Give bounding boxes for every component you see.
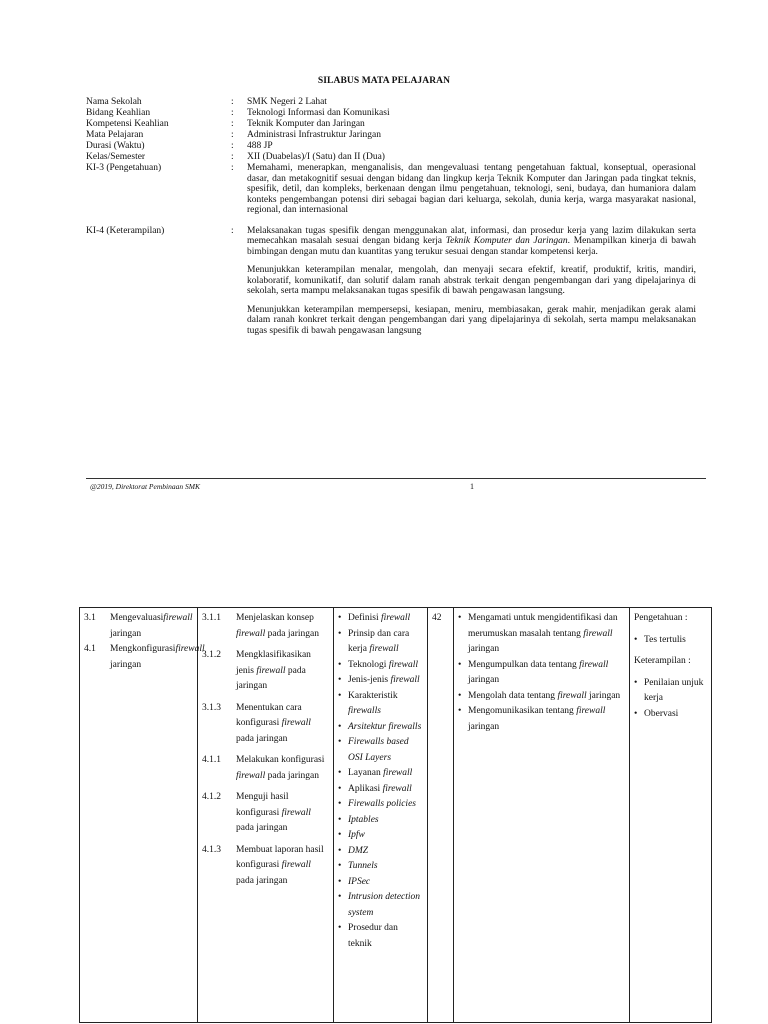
- materi-item: • Karakteristik firewalls: [338, 689, 423, 720]
- indikator-text: Menjelaskan konsep firewall pada jaringan: [236, 613, 320, 639]
- ki4-paragraph-3: Menunjukkan keterampilan mempersepsi, kesiapan, meniru, membiasakan, gerak mahir, menjadikan gerak alami dalam ranah konkret terkait dengan pengembangan dari yang dipelajarinya di sekolah, serta mampu melaksanakan tugas spesifik di bawah pengawasan langsung: [247, 304, 696, 336]
- indikator-cell: [198, 608, 334, 1023]
- ki3-label: KI-3 (Pengetahuan): [86, 163, 162, 173]
- info-row: [86, 119, 696, 130]
- info-value: Teknik Komputer dan Jaringan: [247, 119, 365, 129]
- indikator-number: 3.1.1: [202, 613, 221, 623]
- materi-cell: [334, 608, 428, 1023]
- indikator-number: 4.1.1: [202, 755, 221, 765]
- footer-copyright: @2019, Direktorat Pembinaan SMK: [90, 482, 200, 491]
- identity-block: [86, 97, 696, 345]
- info-row: [86, 130, 696, 141]
- keterampilan-heading: Keterampilan :: [634, 656, 691, 666]
- penilaian-item: • Penilaian unjuk kerja: [634, 676, 707, 707]
- info-label: Durasi (Waktu): [86, 141, 145, 151]
- kegiatan-item: • Mengolah data tentang firewall jaringan: [458, 689, 625, 705]
- info-value: Administrasi Infrastruktur Jaringan: [247, 130, 382, 140]
- materi-item: • Arsitektur firewalls: [338, 720, 423, 736]
- info-label: Nama Sekolah: [86, 97, 142, 107]
- ki3-colon: :: [231, 163, 234, 173]
- indikator-item: [202, 611, 329, 642]
- alokasi-cell: [428, 608, 454, 1023]
- pengetahuan-heading: Pengetahuan :: [634, 613, 688, 623]
- info-row: [86, 141, 696, 152]
- info-colon: :: [231, 119, 234, 129]
- indikator-number: 4.1.2: [202, 792, 221, 802]
- penilaian-item: • Tes tertulis: [634, 633, 707, 649]
- indikator-number: 3.1.2: [202, 650, 221, 660]
- ki4-colon: :: [231, 225, 234, 236]
- document-title: SILABUS MATA PELAJARAN: [317, 76, 451, 86]
- indikator-text: Membuat laporan hasil konfigurasi firewall pada jaringan: [236, 844, 324, 886]
- table-row: [80, 608, 712, 1023]
- materi-item: • Iptables: [338, 813, 423, 829]
- indikator-item: [202, 701, 329, 748]
- penilaian-item: • Obervasi: [634, 707, 707, 723]
- info-label: Mata Pelajaran: [86, 130, 144, 140]
- info-row: [86, 152, 696, 163]
- indikator-text: Melakukan konfigurasi firewall pada jaringan: [236, 755, 325, 781]
- syllabus-table: [79, 607, 712, 1023]
- materi-item: • Jenis-jenis firewall: [338, 673, 423, 689]
- materi-item: • Teknologi firewall: [338, 658, 423, 674]
- ki4-row: [86, 226, 696, 345]
- info-row: [86, 97, 696, 108]
- alokasi-value: 42: [432, 613, 442, 623]
- kegiatan-item: • Mengamati untuk mengidentifikasi dan merumuskan masalah tentang firewall jaringan: [458, 611, 625, 658]
- info-value: XII (Duabelas)/I (Satu) dan II (Dua): [247, 152, 385, 162]
- indikator-item: [202, 843, 329, 890]
- info-row: [86, 108, 696, 119]
- kegiatan-item: • Mengumpulkan data tentang firewall jaringan: [458, 658, 625, 689]
- indikator-number: 3.1.3: [202, 702, 221, 713]
- kegiatan-item: • Mengomunikasikan tentang firewall jaringan: [458, 704, 625, 735]
- indikator-text: Menguji hasil konfigurasi firewall pada jaringan: [236, 792, 311, 833]
- kd-text: Mengkonfigurasifirewall jaringan: [110, 644, 205, 670]
- info-label: Kelas/Semester: [86, 152, 146, 162]
- kd-number: 4.1: [84, 644, 96, 654]
- materi-item: • Prinsip dan cara kerja firewall: [338, 627, 423, 658]
- ki4-paragraph-1: Melaksanakan tugas spesifik dengan menggunakan alat, informasi, dan prosedur kerja yang lazim dilakukan serta memecahkan masalah sesuai dengan bidang kerja Teknik Komputer dan Jaringan. Menampilkan kinerja di bawah bimbingan dengan mutu dan kuantitas yang terukur sesuai dengan standar kompetensi kerja.: [247, 225, 697, 257]
- info-colon: :: [231, 141, 234, 151]
- materi-item: • IPSec: [338, 875, 423, 891]
- kd-number: 3.1: [84, 613, 96, 623]
- materi-item: • Firewalls policies: [338, 797, 423, 813]
- info-label: Bidang Keahlian: [86, 108, 151, 118]
- ki4-label: KI-4 (Keterampilan): [86, 225, 165, 236]
- ki4-paragraph-2: Menunjukkan keterampilan menalar, mengolah, dan menyaji secara efektif, kreatif, produktif, kritis, mandiri, kolaboratif, komunikatif, dan solutif dalam ranah abstrak terkait dengan pengembangan dari yang dipelajarinya di sekolah, serta mampu melaksanakan tugas spesifik di bawah pengawasan langsung.: [247, 265, 696, 296]
- info-colon: :: [231, 152, 234, 162]
- kd-item: [84, 611, 193, 642]
- materi-item: • Definisi firewall: [338, 611, 423, 627]
- info-label: Kompetensi Keahlian: [86, 119, 169, 129]
- page-number: 1: [470, 482, 474, 491]
- ki3-text: [247, 163, 696, 226]
- info-value: SMK Negeri 2 Lahat: [247, 97, 327, 107]
- ki3-paragraph: Memahami, menerapkan, menganalisis, dan mengevaluasi tentang pengetahuan faktual, konseptual, operasional dasar, dan metakognitif sesuai dengan bidang dan lingkup kerja Teknik Komputer dan Jaringan pada tingkat teknis, spesifik, detil, dan kompleks, berkenaan dengan ilmu pengetahuan, teknologi, seni, budaya, dan humaniora dalam konteks pengembangan potensi diri sebagai bagian dari keluarga, sekolah, dunia kerja, warga masyarakat nasional, regional, dan internasional: [247, 163, 696, 215]
- indikator-text: Mengklasifikasikan jenis firewall pada jaringan: [236, 650, 311, 691]
- info-colon: :: [231, 130, 234, 140]
- info-value: 488 JP: [247, 141, 273, 151]
- materi-item: • Prosedur dan teknik: [338, 921, 423, 952]
- indikator-item: [202, 790, 329, 837]
- materi-item: • Tunnels: [338, 859, 423, 875]
- kegiatan-cell: [454, 608, 630, 1023]
- ki4-text: [247, 226, 696, 345]
- kd-cell: [80, 608, 205, 1023]
- indikator-number: 4.1.3: [202, 844, 221, 855]
- materi-item: • Firewalls based OSI Layers: [338, 735, 423, 766]
- info-value: Teknologi Informasi dan Komunikasi: [247, 108, 390, 118]
- materi-item: • DMZ: [338, 844, 423, 860]
- materi-item: • Aplikasi firewall: [338, 782, 423, 798]
- kd-item: [84, 642, 205, 673]
- penilaian-cell: [630, 608, 712, 1023]
- materi-item: • Layanan firewall: [338, 766, 423, 782]
- indikator-text: Menentukan cara konfigurasi firewall pada jaringan: [236, 702, 311, 744]
- footer-divider: [86, 478, 706, 479]
- ki3-row: [86, 163, 696, 226]
- indikator-item: [202, 753, 329, 784]
- materi-item: • Ipfw: [338, 828, 423, 844]
- kd-text: Mengevaluasifirewall jaringan: [110, 613, 193, 639]
- indikator-item: [202, 648, 329, 695]
- info-colon: :: [231, 97, 234, 107]
- info-colon: :: [231, 108, 234, 118]
- materi-item: • Intrusion detection system: [338, 890, 423, 921]
